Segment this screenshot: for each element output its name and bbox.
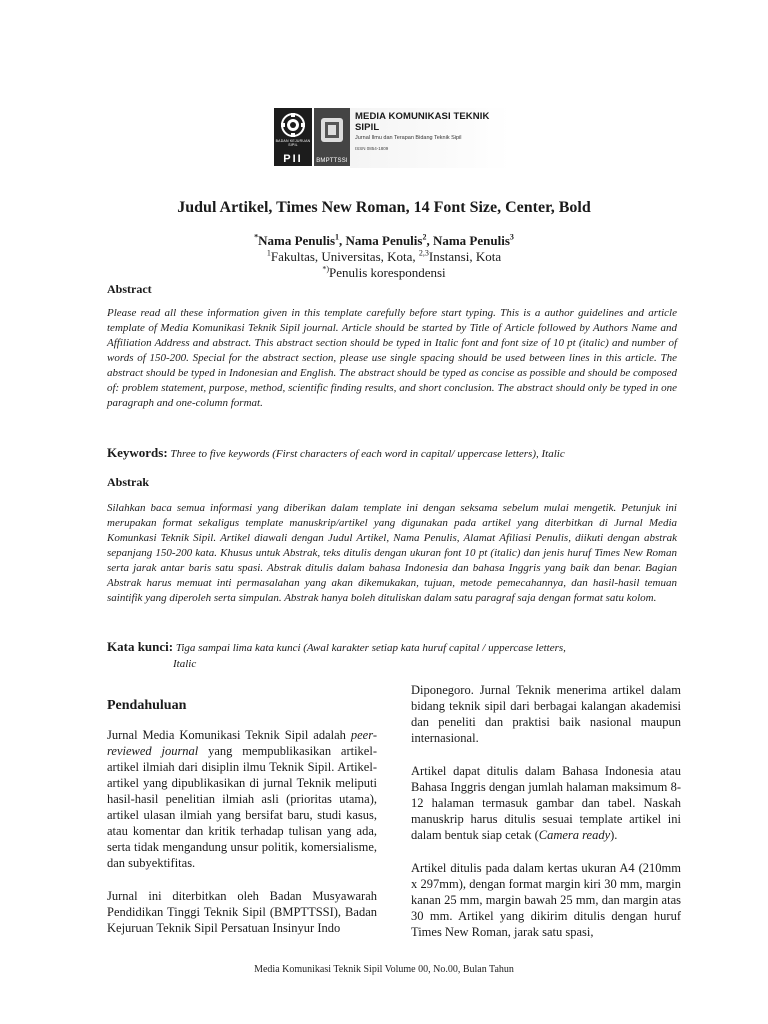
journal-issn: ISSN 0854-1809 (355, 146, 389, 151)
paragraph-text: Artikel dapat ditulis dalam Bahasa Indonesia atau Bahasa Inggris dengan jumlah halaman maksimum 8-12 halaman termasuk gambar dan tabel. Naskah manuskrip harus ditulis sesuai template artikel ini dalam bentuk siap cetak ( (411, 764, 681, 842)
correspondence-text: Penulis korespondensi (329, 265, 446, 280)
right-column (411, 682, 681, 957)
bmpttssi-emblem-icon (319, 116, 345, 144)
body-paragraph (411, 763, 681, 843)
kata-kunci-text: Tiga sampai lima kata kunci (Awal karakter setiap kata huruf capital / uppercase letters, (175, 642, 566, 654)
keywords-text: Three to five keywords (First characters of each word in capital/ uppercase letters), Italic (170, 448, 565, 460)
kata-kunci (107, 639, 677, 672)
paragraph-text: Jurnal Media Komunikasi Teknik Sipil adalah (107, 728, 351, 742)
affil-2-mark: 2,3 (418, 248, 429, 258)
author-3: Nama Penulis (432, 233, 510, 248)
body-paragraph: Jurnal ini diterbitkan oleh Badan Musyawarah Pendidikan Tinggi Teknik Sipil (BMPTTSSI), Badan Kejuruan Teknik Sipil Persatuan Insinyur Indo (107, 889, 377, 935)
page-footer: Media Komunikasi Teknik Sipil Volume 00, No.00, Bulan Tahun (254, 964, 514, 975)
body-paragraph (107, 727, 377, 871)
paragraph-text: yang mempublikasikan artikel-artikel ilmiah dari disiplin ilmu Teknik Sipil. Artikel-artikel yang dipublikasikan di jurnal Teknik meliputi hasil-hasil penelitian ilmiah asli (prioritas utama), artikel ulasan ilmiah yang bersifat baru, studi kasus, atau komentar dan kritik terhadap tulisan yang ada, serta tidak mengandung unsur politik, komersialisme, dan subyektifitas. (107, 744, 377, 870)
kata-kunci-label: Kata kunci: (107, 639, 174, 654)
bmpttssi-logo (314, 108, 350, 166)
paragraph-emphasis: Camera ready (538, 828, 611, 842)
keywords-label: Keywords: (107, 445, 168, 460)
correspondence-mark: *) (322, 264, 330, 274)
abstrak-body: Silahkan baca semua informasi yang diberikan dalam template ini dengan seksama sebelum mulai mengetik. Petunjuk ini merupakan format sekaligus template manuskrip/artikel yang digunakan pada artikel yang diterbitkan di Jurnal Media Komunkasi Teknik Sipil. Artikel diawali dengan Judul Artikel, Nama Penulis, Alamat Afiliasi Penulis, diikuti dengan abstrak sepanjang 150-200 kata. Khusus untuk Abstrak, teks ditulis dengan ukuran font 10 pt (italic) dan jenis huruf Times New Roman serta jarak antar baris satu spasi. Abstrak ditulis dalam bahasa Indonesia dan bahasa Inggris yang baik dan benar. Bagian Abstrak harus memuat inti permasalahan yang akan dikemukakan, tujuan, metode pemecahannya, dan hasil-hasil temuan saintifik yang diperoleh serta simpulan. Abstrak hanya boleh dituliskan dalam satu paragraf saja dengan format satu kolom. (107, 502, 677, 604)
author-2: Nama Penulis (345, 233, 423, 248)
bmpttssi-logo-text: BMPTTSSI (316, 158, 348, 164)
affil-1-mark: 1 (266, 248, 271, 258)
kata-kunci-continued: Italic (173, 658, 197, 670)
correspondence-note (0, 265, 768, 281)
affil-2-text: Instansi, Kota (428, 249, 502, 264)
pii-logo-small-text: BADAN KEJURUAN SIPIL (275, 139, 311, 147)
abstract-body: Please read all these information given in this template carefully before start typing. This is a author guidelines and article template of Media Komunikasi Teknik Sipil journal. Article should be started by Title of Article followed by Authors Name and Affiliation Address and abstract. This abstract section should be typed in Italic font and font size of 10 pt (italic) and number of words of 150-200. Special for the abstract section, please use single spacing should be used between lines in this article. The abstract should be typed in Indonesian and English. The abstract should be typed as concise as possible and should be composed of: problem statement, purpose, method, scientific finding results, and short conclusion. The abstract should only be typed in one paragraph and one-column format. (107, 307, 677, 409)
pii-logo (274, 108, 312, 166)
keywords (107, 445, 677, 462)
abstract-heading: Abstract (107, 282, 152, 296)
author-list (0, 233, 768, 249)
paragraph-emphasis: peer-reviewed journal (107, 728, 377, 758)
body-paragraph: Diponegoro. Jurnal Teknik menerima artikel dalam bidang teknik sipil dari berbagai kalangan akademisi dan peneliti dan praktisi baik nasional maupun internasional. (411, 683, 681, 745)
pii-logo-text: PII (283, 153, 303, 165)
body-paragraph: Artikel ditulis pada dalam kertas ukuran A4 (210mm x 297mm), dengan format margin kiri 30 mm, margin kanan 25 mm, margin bawah 25 mm, dan margin atas 30 mm. Artikel yang dikirim ditulis dengan huruf Times New Roman, jarak satu spasi, (411, 861, 681, 939)
section-heading-pendahuluan: Pendahuluan (107, 698, 187, 713)
journal-banner (274, 108, 510, 168)
abstrak-heading: Abstrak (107, 475, 150, 489)
paragraph-text: ). (610, 828, 618, 842)
journal-name: MEDIA KOMUNIKASI TEKNIK SIPIL (355, 111, 490, 133)
journal-subtitle: Jurnal Ilmu dan Terapan Bidang Teknik Sipil (355, 135, 462, 141)
author-2-affil: 2 (422, 232, 427, 242)
author-3-affil: 3 (509, 232, 514, 242)
banner-text-area (350, 108, 510, 168)
left-column (107, 727, 377, 953)
affil-1-text: Fakultas, Universitas, Kota, (270, 249, 419, 264)
author-1-affil: 1 (335, 232, 340, 242)
author-separator: , (426, 233, 433, 248)
affiliation (0, 249, 768, 265)
gear-emblem-icon (280, 112, 306, 138)
author-1: Nama Penulis (258, 233, 336, 248)
corresponding-mark: * (254, 232, 259, 242)
author-separator: , (339, 233, 346, 248)
article-title: Judul Artikel, Times New Roman, 14 Font Size, Center, Bold (177, 199, 591, 216)
